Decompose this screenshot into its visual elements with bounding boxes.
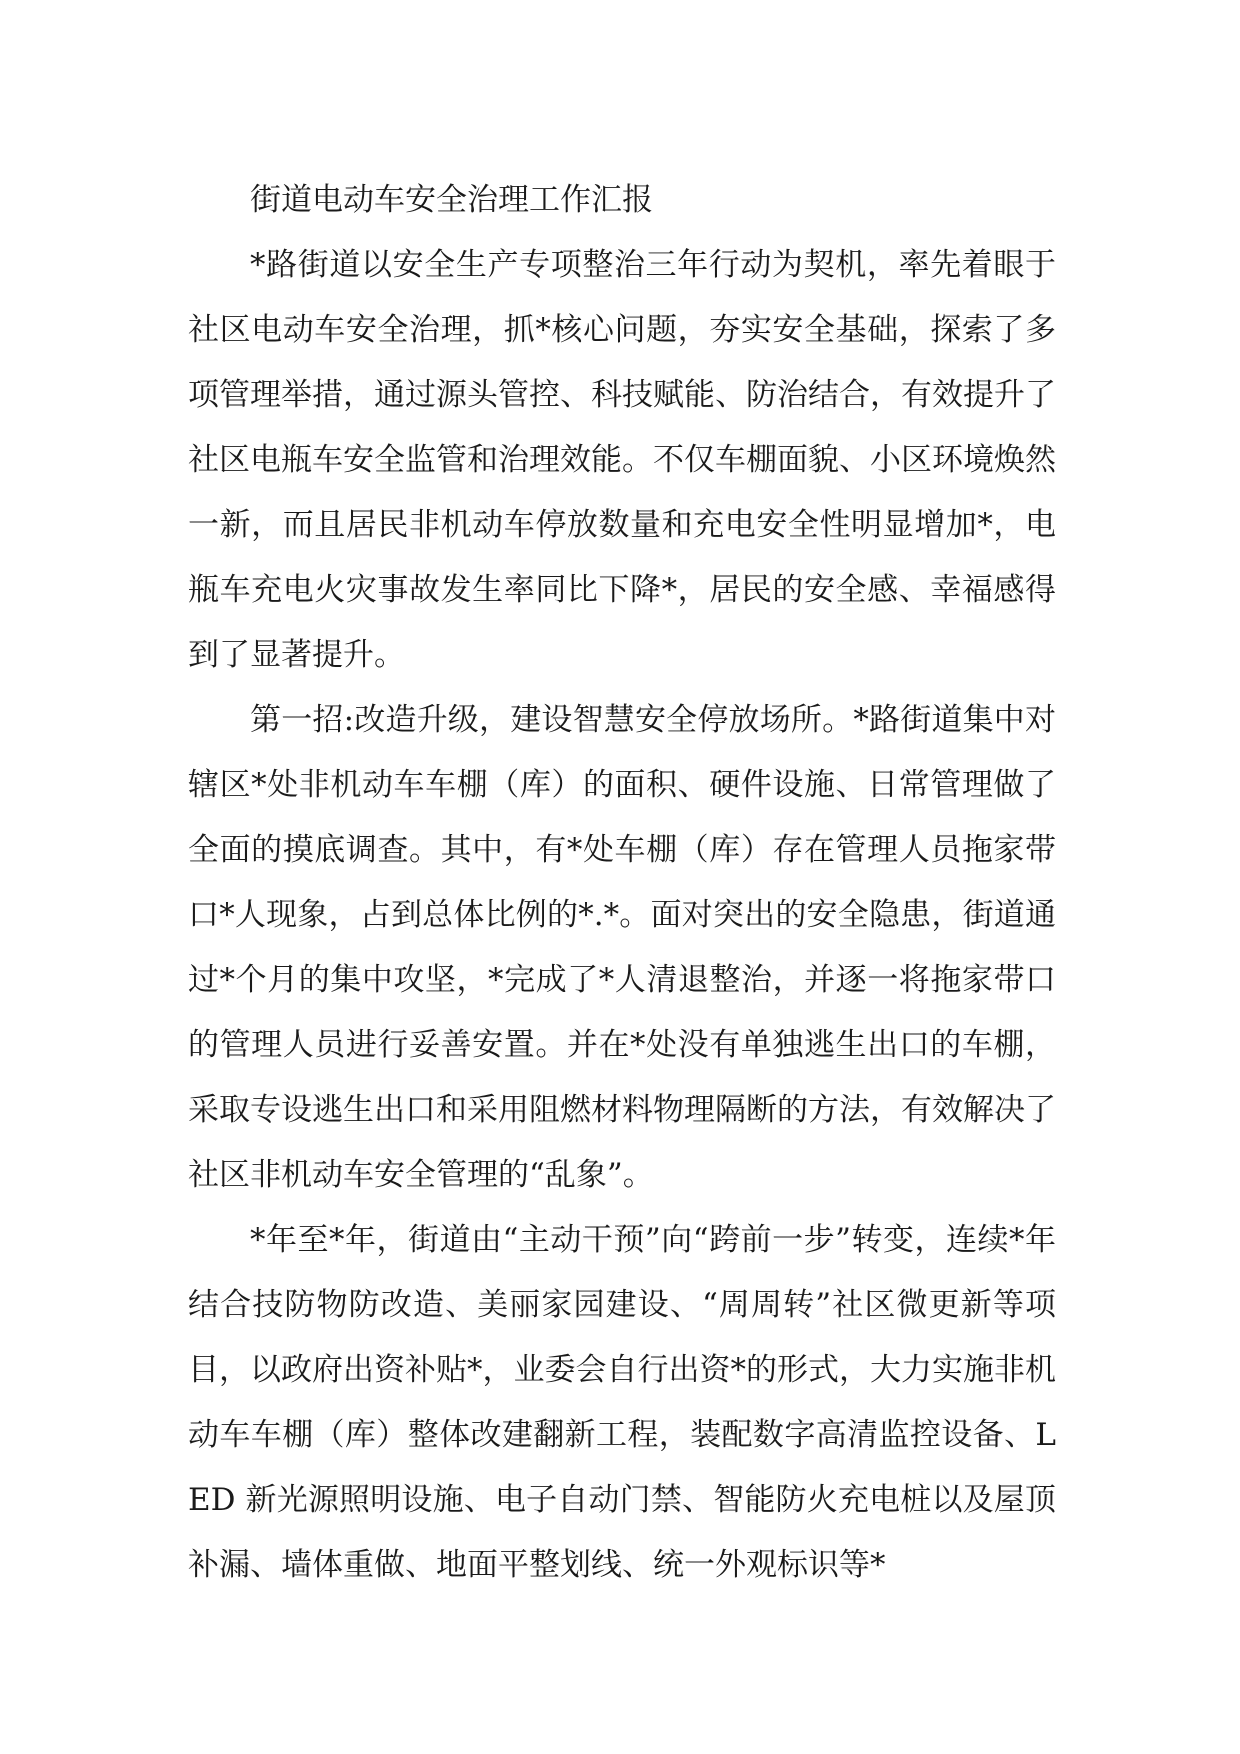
document-title: 街道电动车安全治理工作汇报 <box>250 182 653 218</box>
document-body <box>188 168 1056 1598</box>
paragraph-first-measure: 第一招:改造升级，建设智慧安全停放场所。*路街道集中对辖区*处非机动车车棚（库）的面积、硬件设施、日常管理做了全面的摸底调查。其中，有*处车棚（库）存在管理人员拖家带口*人现象，占到总体比例的*.*。面对突出的安全隐患，街道通过*个月的集中攻坚，*完成了*人清退整治，并逐一将拖家带口的管理人员进行妥善安置。并在*处没有单独逃生出口的车棚，采取专设逃生出口和采用阻燃材料物理隔断的方法，有效解决了社区非机动车安全管理的“乱象”。 <box>188 702 1056 1193</box>
paragraph-intro: *路街道以安全生产专项整治三年行动为契机，率先着眼于社区电动车安全治理，抓*核心问题，夯实安全基础，探索了多项管理举措，通过源头管控、科技赋能、防治结合，有效提升了社区电瓶车安全监管和治理效能。不仅车棚面貌、小区环境焕然一新，而且居民非机动车停放数量和充电安全性明显增加*，电瓶车充电火灾事故发生率同比下降*，居民的安全感、幸福感得到了显著提升。 <box>188 247 1056 673</box>
paragraph-renovation: *年至*年，街道由“主动干预”向“跨前一步”转变，连续*年结合技防物防改造、美丽家园建设、“周周转”社区微更新等项目，以政府出资补贴*，业委会自行出资*的形式，大力实施非机动车车棚（库）整体改建翻新工程，装配数字高清监控设备、LED 新光源照明设施、电子自动门禁、智能防火充电桩以及屋顶补漏、墙体重做、地面平整划线、统一外观标识等* <box>188 1222 1056 1583</box>
